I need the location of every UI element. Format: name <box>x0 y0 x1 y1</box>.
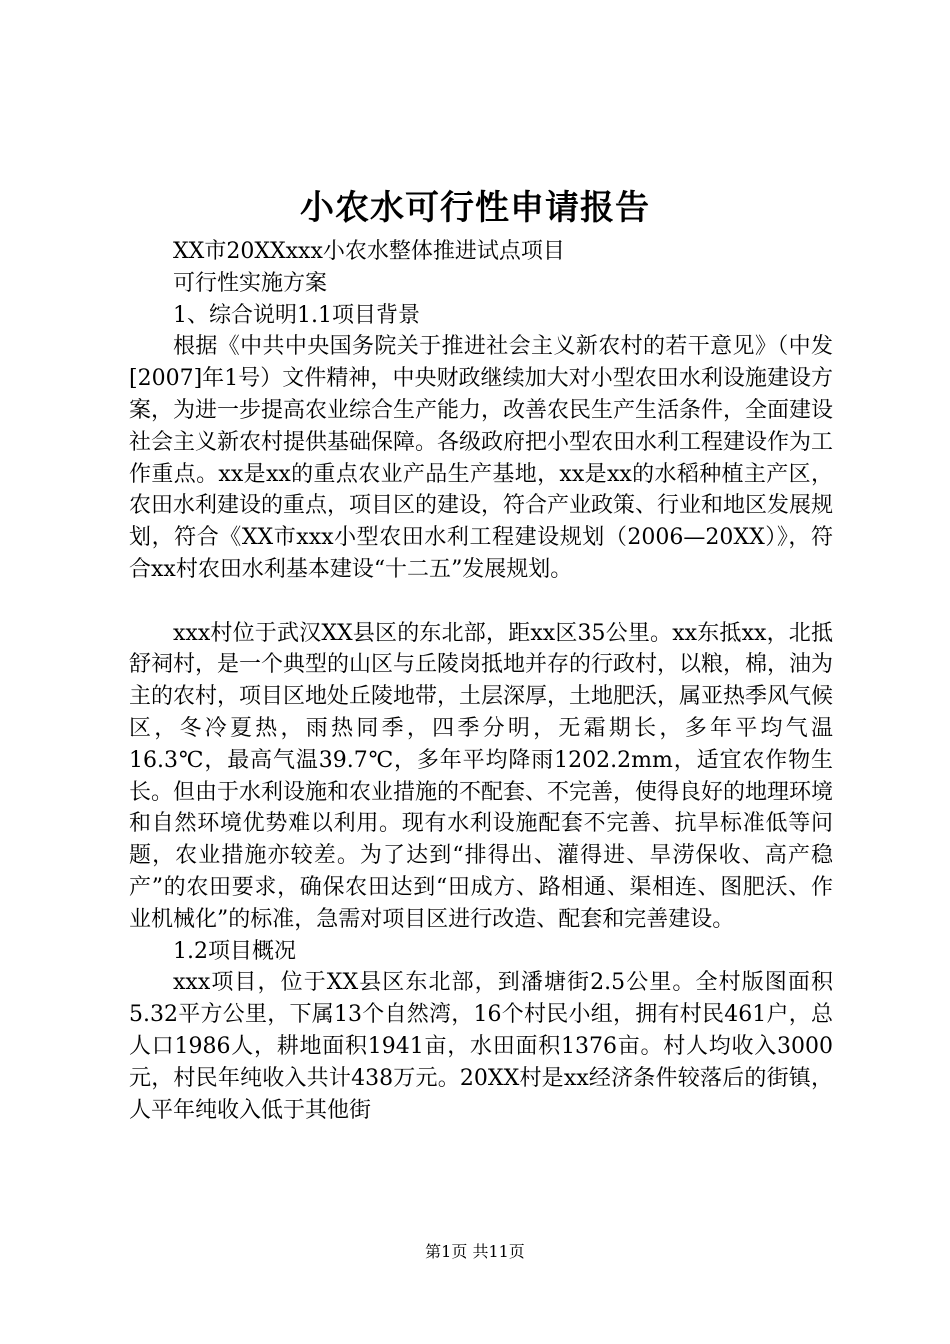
page-number-footer: 第1页 共11页 <box>425 1242 525 1261</box>
background-paragraph: 根据《中共中央国务院关于推进社会主义新农村的若干意见》（中发[2007]年1号）文件精神，中央财政继续加大对小型农田水利设施建设方案，为进一步提高农业综合生产能力，改善农民生产生活条件，全面建设社会主义新农村提供基础保障。各级政府把小型农田水利工程建设作为工作重点。xx是xx的重点农业产品生产基地，xx是xx的水稻种植主产区，农田水利建设的重点，项目区的建设，符合产业政策、行业和地区发展规划，符合《XX市xxx小型农田水利工程建设规划（2006—20XX）》，符合xx村农田水利基本建设“十二五”发展规划。 <box>129 334 834 582</box>
plan-subtitle-line: 可行性实施方案 <box>173 270 328 296</box>
project-name-line: XX市20XXxxx小农水整体推进试点项目 <box>173 239 565 264</box>
section-heading-1-2: 1.2项目概况 <box>173 938 296 964</box>
document-body <box>129 236 833 1126</box>
section-heading-1-1: 1、综合说明1.1项目背景 <box>173 302 420 328</box>
overview-paragraph: xxx项目，位于XX县区东北部，到潘塘街2.5公里。全村版图面积5.32平方公里，下属13个自然湾，16个村民小组，拥有村民461户，总人口1986人，耕地面积1941亩，水田面积1376亩。村人均收入3000元，村民年纯收入共计438万元。20XX村是xx经济条件较落后的街镇，人平年纯收入低于其他街 <box>129 970 833 1123</box>
location-paragraph: xxx村位于武汉XX县区的东北部，距xx区35公里。xx东抵xx，北抵舒祠村，是一个典型的山区与丘陵岗抵地并存的行政村，以粮，棉，油为主的农村，项目区地处丘陵地带，土层深厚，土地肥沃，属亚热季风气候区，冬冷夏热，雨热同季，四季分明，无霜期长，多年平均气温16.3℃，最高气温39.7℃，多年平均降雨1202.2mm，适宜农作物生长。但由于水利设施和农业措施的不配套、不完善，使得良好的地理环境和自然环境优势难以利用。现有水利设施配套不完善、抗旱标准低等问题，农业措施亦较差。为了达到“排得出、灌得进、旱涝保收、高产稳产”的农田要求，确保农田达到“田成方、路相通、渠相连、图肥沃、作业机械化”的标准，急需对项目区进行改造、配套和完善建设。 <box>129 620 834 932</box>
document-title: 小农水可行性申请报告 <box>300 188 650 228</box>
